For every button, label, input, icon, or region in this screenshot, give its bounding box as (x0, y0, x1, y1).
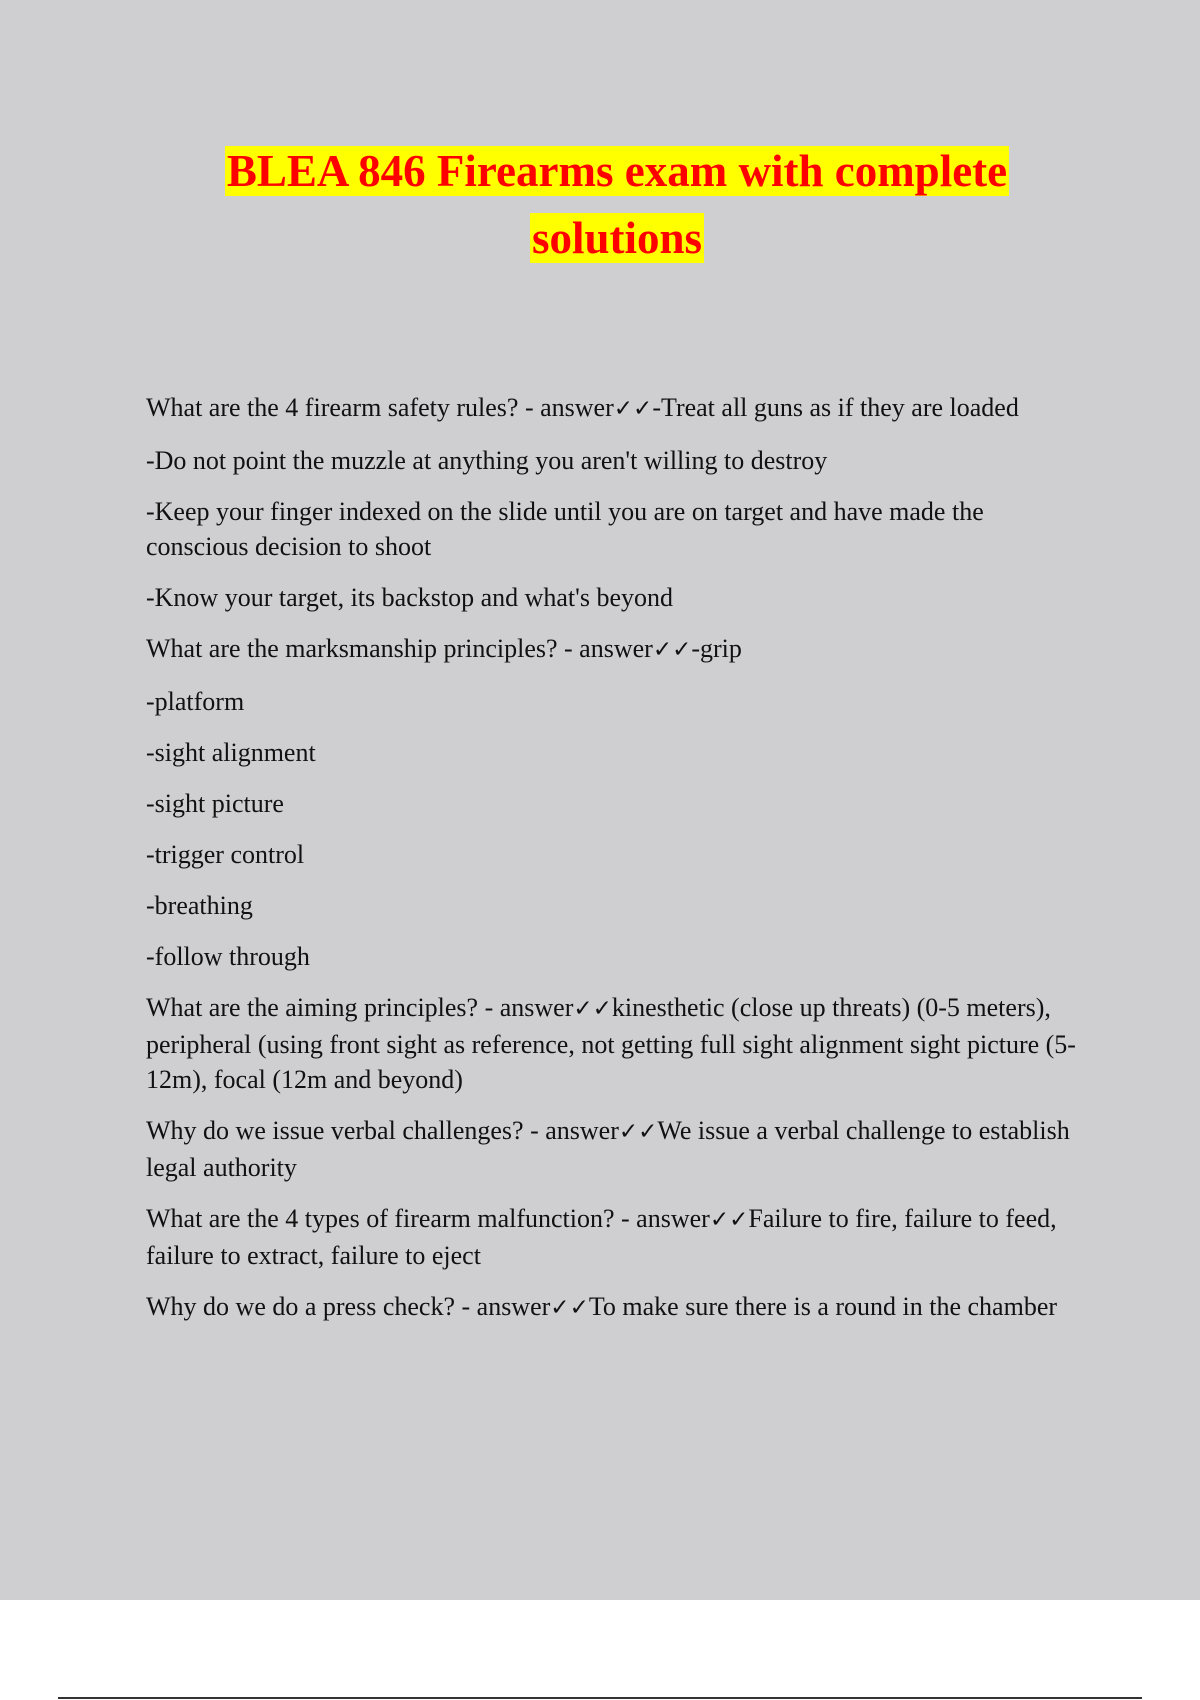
question-text: What are the 4 types of firearm malfunction? - answer (146, 1204, 710, 1233)
page-divider (58, 1697, 1142, 1699)
check-mark-icon: ✓✓ (709, 1207, 749, 1233)
answer-line (146, 888, 1076, 923)
answer-text: -Know your target, its backstop and what's beyond (146, 583, 673, 612)
check-mark-icon: ✓✓ (613, 396, 653, 422)
answer-text: -follow through (146, 942, 310, 971)
check-mark-icon: ✓✓ (550, 1295, 589, 1321)
document-title: BLEA 846 Firearms exam with complete solutions (226, 146, 1008, 263)
answer-text: kinesthetic (close up threats) (0-5 meters), peripheral (using front sight as reference, not getting full sight alignment sight picture (5-12m), focal (12m and beyond) (146, 993, 1076, 1094)
answer-line (146, 580, 1076, 615)
question-answer-paragraph (146, 990, 1076, 1097)
check-mark-icon: ✓✓ (618, 1119, 658, 1145)
question-answer-paragraph (146, 631, 1076, 668)
answer-line (146, 494, 1076, 564)
question-text: What are the aiming principles? - answer (146, 993, 574, 1022)
answer-line (146, 837, 1076, 872)
answer-text: -Keep your finger indexed on the slide until you are on target and have made the conscious decision to shoot (146, 497, 984, 561)
question-answer-paragraph (146, 1113, 1076, 1185)
question-text: What are the 4 firearm safety rules? - answer (146, 393, 614, 422)
answer-text: Failure to fire, failure to feed, failure to extract, failure to eject (146, 1204, 1057, 1270)
answer-text: -Do not point the muzzle at anything you aren't willing to destroy (146, 446, 828, 475)
answer-text: -trigger control (146, 840, 305, 869)
question-answer-paragraph (146, 1201, 1076, 1273)
question-answer-paragraph (146, 1289, 1076, 1326)
answer-text: We issue a verbal challenge to establish legal authority (146, 1116, 1070, 1182)
document-body (146, 390, 1076, 1342)
check-mark-icon: ✓✓ (573, 996, 612, 1022)
answer-text: -platform (146, 687, 245, 716)
document-title-block (150, 143, 1084, 277)
question-text: What are the marksmanship principles? - answer (146, 634, 653, 663)
check-mark-icon: ✓✓ (652, 637, 692, 663)
question-answer-paragraph (146, 390, 1076, 427)
answer-line (146, 443, 1076, 478)
answer-line (146, 684, 1076, 719)
answer-line (146, 735, 1076, 770)
question-text: Why do we issue verbal challenges? - answer (146, 1116, 619, 1145)
answer-text: -breathing (146, 891, 253, 920)
question-text: Why do we do a press check? - answer (146, 1292, 551, 1321)
answer-text: -sight alignment (146, 738, 316, 767)
answer-text: -grip (691, 634, 742, 663)
answer-line (146, 786, 1076, 821)
answer-text: -sight picture (146, 789, 284, 818)
answer-text: To make sure there is a round in the chamber (588, 1292, 1058, 1321)
answer-text: -Treat all guns as if they are loaded (652, 393, 1019, 422)
answer-line (146, 939, 1076, 974)
